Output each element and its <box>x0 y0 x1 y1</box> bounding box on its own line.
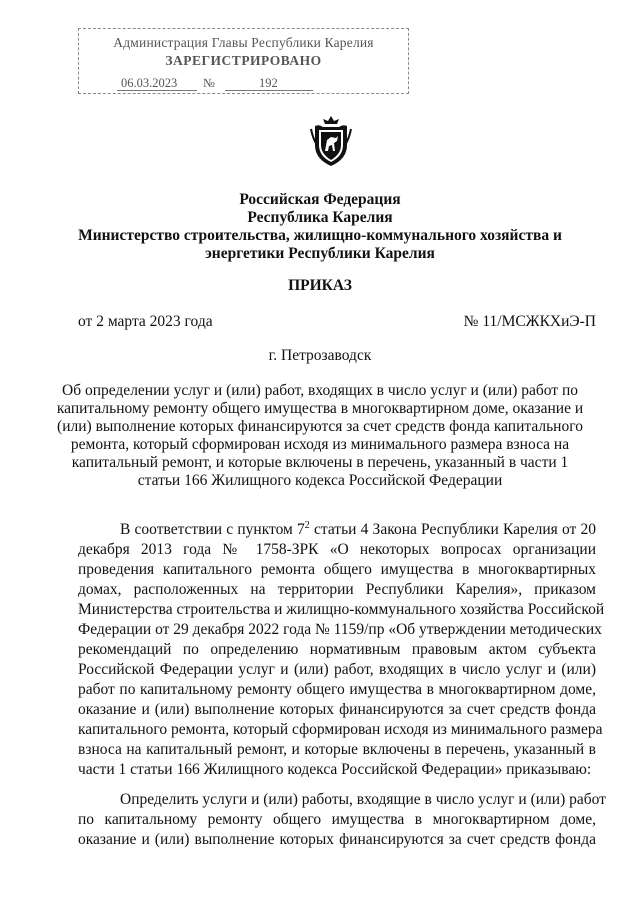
subject-line: статьи 166 Жилищного кодекса Российской Федерации <box>137 472 503 489</box>
order-date: от 2 марта 2023 года <box>78 313 213 330</box>
paragraph-line: капитального ремонта, который сформирован исходя из минимального размера <box>78 721 603 738</box>
header-country: Российская Федерация <box>239 191 401 208</box>
paragraph-line: проведения капитального ремонта общего имущества в многоквартирных <box>78 561 596 578</box>
stamp-date-underline <box>117 90 197 91</box>
paragraph-line: рекомендаций по определению нормативным правовым актом субъекта <box>78 641 596 658</box>
subject-line: Об определении услуг и (или) работ, входящих в число услуг и (или) работ по <box>62 382 578 399</box>
stamp-authority: Администрация Главы Республики Карелия <box>113 35 374 50</box>
stamp-number-underline <box>225 90 313 91</box>
registration-stamp <box>78 28 409 94</box>
subject-line: (или) выполнение которых финансируются за счет средств фонда капитального <box>57 418 583 435</box>
paragraph-line: Российской Федерации услуг и (или) работ, входящих в число услуг и (или) <box>78 661 596 678</box>
stamp-number-sign: № <box>203 76 215 90</box>
header-ministry: Министерство строительства, жилищно-коммунального хозяйства и <box>78 227 562 244</box>
paragraph-line: Федерации от 29 декабря 2022 года № 1159/пр «Об утверждении методических <box>78 621 602 638</box>
superscript: 2 <box>304 519 310 531</box>
stamp-number: 192 <box>259 76 278 90</box>
paragraph-line: домах, расположенных на территории Республики Карелия», приказом <box>78 581 596 598</box>
paragraph-line: взноса на капитальный ремонт, и которые включены в перечень, указанный в <box>78 741 596 758</box>
stamp-date: 06.03.2023 <box>121 76 178 90</box>
text-run: В соответствии с пунктом 7 <box>120 521 305 538</box>
paragraph-line: Министерства строительства и жилищно-коммунального хозяйства Российской <box>78 601 605 618</box>
paragraph-line <box>120 521 596 539</box>
paragraph-line: работ по капитальному ремонту общего имущества в многоквартирном доме, <box>78 681 596 698</box>
text-run: статьи 4 Закона Республики Карелия от 20 <box>309 521 596 538</box>
header-republic: Республика Карелия <box>247 209 393 226</box>
paragraph-line: оказание и (или) выполнение которых финансируются за счет средств фонда <box>78 831 596 848</box>
subject-line: капитальному ремонту общего имущества в многоквартирном доме, оказание и <box>56 400 584 417</box>
paragraph-line: оказание и (или) выполнение которых финансируются за счет средств фонда <box>78 701 596 718</box>
subject-line: ремонта, который сформирован исходя из минимального размера взноса на <box>70 436 570 453</box>
stamp-registered: ЗАРЕГИСТРИРОВАНО <box>165 53 322 68</box>
header-ministry-cont: энергетики Республики Карелия <box>205 245 435 262</box>
coat-of-arms-icon <box>309 115 353 167</box>
order-number: № 11/МСЖКХиЭ-П <box>463 313 596 330</box>
doc-type-title: ПРИКАЗ <box>288 277 352 294</box>
paragraph-line: Определить услуги и (или) работы, входящие в число услуг и (или) работ <box>120 791 606 808</box>
paragraph-line: декабря 2013 года № 1758-ЗРК «О некоторых вопросах организации <box>78 541 596 558</box>
subject-line: капитальный ремонт, и которые включены в перечень, указанный в части 1 <box>71 454 569 471</box>
paragraph-line: по капитальному ремонту общего имущества в многоквартирном доме, <box>78 811 596 828</box>
paragraph-line: части 1 статьи 166 Жилищного кодекса Российской Федерации» приказываю: <box>78 761 592 778</box>
city: г. Петрозаводск <box>268 347 372 364</box>
